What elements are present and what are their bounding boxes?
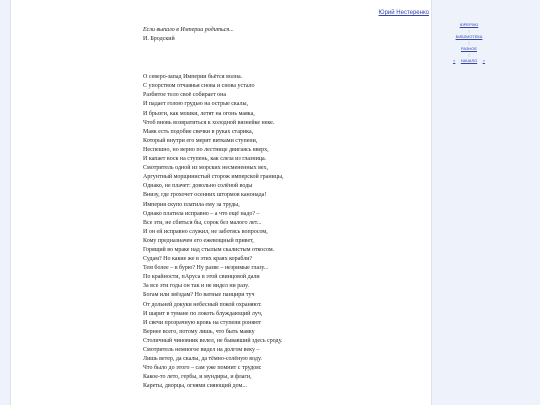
poem-line: Тем более – в бурю? Ну разве – незримые глазу... bbox=[143, 265, 269, 272]
poem-line: Кому предназначен его ежевощный привет, bbox=[143, 237, 254, 244]
poem-line: Горящий во мраке над стылым скалистым откосом. bbox=[143, 246, 275, 253]
side-nav bbox=[450, 22, 488, 64]
poem-line: От дольней докуки небесный покой охраняют. bbox=[143, 301, 262, 308]
nav-separator: | bbox=[468, 40, 470, 45]
poem-line: По крайности, пАруса в этой свинцовой дали bbox=[143, 274, 260, 281]
poem-line: Который внутри его мерит витками ступени, bbox=[143, 137, 258, 144]
poem-line: За все эти годы он так и не видел ни разу. bbox=[143, 283, 250, 290]
nav-separator: | bbox=[468, 28, 470, 33]
poem-line: Однако, не плачет: довольно солёной воды bbox=[143, 183, 253, 190]
nav-separator: | bbox=[468, 52, 470, 57]
epigraph-author: И. Бродский bbox=[143, 36, 175, 43]
poem-line: И капает воск на ступень, как слеза из глазница. bbox=[143, 156, 267, 163]
nav-main-link[interactable]: НАЧАЛО bbox=[460, 58, 478, 63]
poem-line: Неспешно, но верно по лестнице двигаясь вверх, bbox=[143, 146, 269, 153]
nav-next-link[interactable]: > bbox=[482, 58, 485, 63]
poem-line: Смотритель одной из морских несмененных вех, bbox=[143, 165, 268, 172]
poem-line: Что было до этого – сам уже помнит с трудом: bbox=[143, 365, 262, 372]
poem-line: Смотритель немногое видел на долгом веку – bbox=[143, 347, 260, 353]
poem-line: Столичный чиновник велел, не бывавший здесь сроду. bbox=[143, 337, 283, 344]
poem-line: Чтоб вновь возвратиться к холодной вязнейке неке. bbox=[143, 119, 275, 126]
poem-line: И шарит в тумане по локоть блуждающий луч, bbox=[143, 310, 263, 317]
poem-line: Однако платила исправно – а что ещё надо? – bbox=[143, 210, 260, 217]
poem-line: И свечи прозрачную кровь на ступени роняют bbox=[143, 319, 262, 326]
poem-line: Все эти, не сбиться бы, сорок без малого лет... bbox=[143, 219, 262, 226]
poem-lines bbox=[143, 73, 428, 391]
poem-line: И брызги, как мошки, летят на огонь маяка, bbox=[143, 110, 255, 117]
nav-link-library[interactable]: БИБЛИОТЕКА bbox=[455, 34, 483, 39]
nav-link-works[interactable]: ЮРЕРХЮ bbox=[459, 22, 479, 27]
poem-line: Внизу, где грохочет осенних штормов канонада! bbox=[143, 192, 267, 199]
poem-line: Империя скупо платила ему за труды, bbox=[143, 201, 240, 208]
poem-line: Богам или звёздам? Но ватные панцири туч bbox=[143, 292, 255, 299]
poem-line: И падает голою грудью на острые скалы, bbox=[143, 101, 248, 108]
poem-line: Разбитое тело своё собирает она bbox=[143, 92, 227, 99]
poem-line: Вернее всего, потому лишь, что быть маяку bbox=[143, 328, 255, 335]
nav-prev-link[interactable]: < bbox=[453, 58, 456, 63]
poem-line: И он ей исправно служил, не заботясь вопросом, bbox=[143, 228, 268, 235]
epigraph-text: Если выпало в Империи родиться... bbox=[143, 27, 234, 33]
page-body bbox=[10, 0, 432, 405]
poem-line: Аргунтный морщинистый сторож имперской границы, bbox=[143, 174, 284, 181]
poem-content bbox=[143, 26, 428, 391]
poem-line: С упорством отчаянья снова и снова устало bbox=[143, 83, 255, 90]
author-link[interactable]: Юрий Нестеренко bbox=[378, 10, 429, 16]
poem-line: О северо-запад Империи бьётся волна. bbox=[143, 74, 243, 81]
poem-line: Кареты, дворцы, огнями сияющий дом... bbox=[143, 383, 247, 390]
nav-link-misc[interactable]: РАЗНОЕ bbox=[460, 46, 478, 51]
poem-line: Судам? Но какие же в этих краях корабли? bbox=[143, 256, 253, 263]
nav-arrows bbox=[450, 58, 488, 64]
poem-line: Маяк есть подобие свечки в руках старика, bbox=[143, 128, 254, 135]
poem-line: Лишь ветер, да скалы, да тёмно-солёную воду. bbox=[143, 356, 262, 363]
poem-line: Какое-то лето, гербы, и мундиры, и флаги, bbox=[143, 374, 252, 381]
